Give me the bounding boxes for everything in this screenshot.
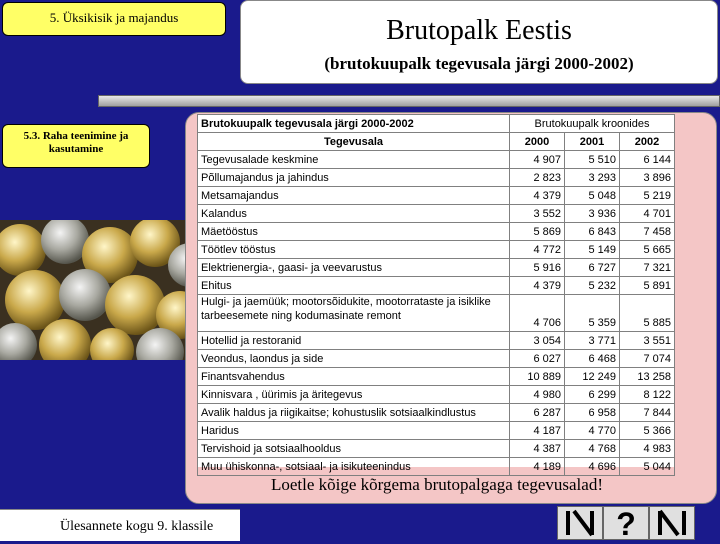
table-unit-caption: Brutokuupalk kroonides (510, 115, 675, 133)
salary-value-cell: 5 366 (620, 422, 675, 440)
activity-cell: Tegevusalade keskmine (198, 151, 510, 169)
salary-value-cell: 3 936 (565, 205, 620, 223)
table-caption-row (198, 115, 675, 133)
activity-cell: Kinnisvara , üürimis ja äritegevus (198, 386, 510, 404)
salary-value-cell: 5 916 (510, 259, 565, 277)
salary-value-cell: 4 701 (620, 205, 675, 223)
salary-value-cell: 3 054 (510, 332, 565, 350)
activity-cell: Töötlev tööstus (198, 241, 510, 259)
salary-value-cell: 5 232 (565, 277, 620, 295)
table-row (198, 277, 675, 295)
salary-value-cell: 3 552 (510, 205, 565, 223)
title-box (240, 0, 718, 84)
salary-value-cell: 3 551 (620, 332, 675, 350)
salary-value-cell: 5 885 (620, 295, 675, 332)
salary-value-cell: 7 458 (620, 223, 675, 241)
salary-value-cell: 6 468 (565, 350, 620, 368)
salary-value-cell: 2 823 (510, 169, 565, 187)
activity-cell: Tervishoid ja sotsiaalhooldus (198, 440, 510, 458)
salary-table-container (197, 114, 674, 473)
table-row (198, 169, 675, 187)
salary-value-cell: 6 299 (565, 386, 620, 404)
salary-value-cell: 4 980 (510, 386, 565, 404)
salary-value-cell: 13 258 (620, 368, 675, 386)
footer-bar (0, 509, 240, 541)
salary-value-cell: 4 706 (510, 295, 565, 332)
salary-value-cell: 4 387 (510, 440, 565, 458)
subsection-label: 5.3. Raha teenimine ja kasutamine (2, 124, 150, 168)
coins-image (0, 220, 200, 360)
salary-value-cell: 6 843 (565, 223, 620, 241)
activity-cell: Hulgi- ja jaemüük; mootorsõidukite, mootorrataste ja isiklike tarbeesemete ning kodumasinate remont (198, 295, 510, 332)
help-icon (604, 507, 648, 539)
activity-cell: Avalik haldus ja riigikaitse; kohustuslik sotsiaalkindlustus (198, 404, 510, 422)
salary-value-cell: 5 891 (620, 277, 675, 295)
page-subtitle: (brutokuupalk tegevusala järgi 2000-2002) (324, 54, 634, 73)
activity-cell: Põllumajandus ja jahindus (198, 169, 510, 187)
salary-value-cell: 3 293 (565, 169, 620, 187)
column-header-year: 2000 (510, 133, 565, 151)
salary-value-cell: 10 889 (510, 368, 565, 386)
table-row (198, 241, 675, 259)
table-row (198, 259, 675, 277)
next-button[interactable] (649, 506, 695, 540)
activity-cell: Mäetööstus (198, 223, 510, 241)
table-row (198, 440, 675, 458)
table-caption: Brutokuupalk tegevusala järgi 2000-2002 (198, 115, 510, 133)
activity-cell: Metsamajandus (198, 187, 510, 205)
table-row (198, 332, 675, 350)
activity-cell: Ehitus (198, 277, 510, 295)
page-title: Brutopalk Eestis (386, 15, 572, 46)
salary-value-cell: 5 149 (565, 241, 620, 259)
salary-value-cell: 5 510 (565, 151, 620, 169)
salary-table (197, 114, 675, 476)
salary-value-cell: 5 359 (565, 295, 620, 332)
salary-value-cell: 6 287 (510, 404, 565, 422)
salary-value-cell: 6 958 (565, 404, 620, 422)
salary-value-cell: 4 379 (510, 277, 565, 295)
salary-value-cell: 5 665 (620, 241, 675, 259)
activity-cell: Kalandus (198, 205, 510, 223)
table-header-row (198, 133, 675, 151)
column-header-year: 2002 (620, 133, 675, 151)
help-button[interactable] (603, 506, 649, 540)
salary-value-cell: 4 189 (510, 458, 565, 476)
next-icon (650, 507, 694, 539)
prev-button[interactable] (557, 506, 603, 540)
salary-value-cell: 4 907 (510, 151, 565, 169)
salary-value-cell: 6 144 (620, 151, 675, 169)
activity-cell: Veondus, laondus ja side (198, 350, 510, 368)
divider-bar (98, 95, 720, 107)
table-row (198, 350, 675, 368)
salary-value-cell: 7 321 (620, 259, 675, 277)
salary-value-cell: 4 696 (565, 458, 620, 476)
salary-value-cell: 12 249 (565, 368, 620, 386)
table-row (198, 422, 675, 440)
activity-cell: Hotellid ja restoranid (198, 332, 510, 350)
salary-value-cell: 5 219 (620, 187, 675, 205)
salary-value-cell: 4 772 (510, 241, 565, 259)
table-row (198, 386, 675, 404)
salary-value-cell: 8 122 (620, 386, 675, 404)
table-row (198, 223, 675, 241)
table-row (198, 151, 675, 169)
activity-cell: Haridus (198, 422, 510, 440)
table-row (198, 295, 675, 332)
activity-cell: Finantsvahendus (198, 368, 510, 386)
activity-cell: Muu ühiskonna-, sotsiaal- ja isikuteenindus (198, 458, 510, 476)
salary-value-cell: 3 896 (620, 169, 675, 187)
salary-value-cell: 4 770 (565, 422, 620, 440)
salary-value-cell: 4 187 (510, 422, 565, 440)
salary-value-cell: 6 727 (565, 259, 620, 277)
table-row (198, 404, 675, 422)
task-text: Loetle kõige kõrgema brutopalgaga tegevusalad! (270, 475, 603, 494)
table-row (198, 205, 675, 223)
table-body (198, 151, 675, 476)
table-row (198, 368, 675, 386)
salary-value-cell: 5 869 (510, 223, 565, 241)
activity-cell: Elektrienergia-, gaasi- ja veevarustus (198, 259, 510, 277)
column-header-activity: Tegevusala (198, 133, 510, 151)
salary-value-cell: 3 771 (565, 332, 620, 350)
salary-value-cell: 6 027 (510, 350, 565, 368)
table-row (198, 458, 675, 476)
column-header-year: 2001 (565, 133, 620, 151)
salary-value-cell: 7 074 (620, 350, 675, 368)
salary-value-cell: 5 044 (620, 458, 675, 476)
salary-value-cell: 4 983 (620, 440, 675, 458)
salary-value-cell: 4 768 (565, 440, 620, 458)
footer-text: Ülesannete kogu 9. klassile (60, 519, 214, 534)
salary-value-cell: 7 844 (620, 404, 675, 422)
prev-icon (558, 507, 602, 539)
table-row (198, 187, 675, 205)
help-glyph: ? (616, 507, 636, 539)
salary-value-cell: 4 379 (510, 187, 565, 205)
salary-value-cell: 5 048 (565, 187, 620, 205)
section-label: 5. Üksikisik ja majandus (2, 2, 226, 36)
